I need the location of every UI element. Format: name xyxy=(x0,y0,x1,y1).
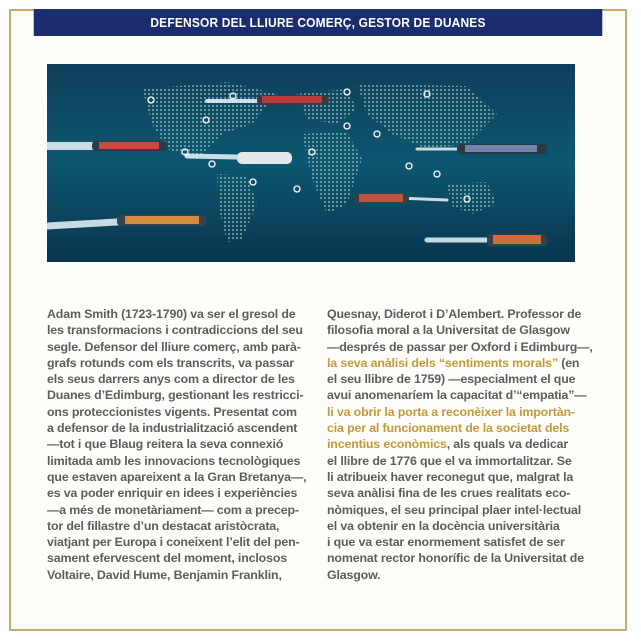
text-line: grafs rotunds com els transcrits, va passar xyxy=(47,355,294,370)
text-line: Quesnay, Diderot i D’Alembert. Professor de xyxy=(327,307,582,321)
text-line: li atribueix haver reconegut que, malgrat la xyxy=(327,469,574,484)
highlight-text: cia per al funcionament de la societat dels xyxy=(327,421,570,436)
text-segment: , als quals va dedicar xyxy=(446,437,569,452)
left-column-text xyxy=(47,306,307,583)
text-line: que estaven apareixent a la Gran Bretanya—, xyxy=(47,469,307,484)
highlight-text: li va obrir la porta a reconèixer la importàn- xyxy=(327,404,575,419)
text-line: sament efervescent del moment, inclosos xyxy=(47,551,287,566)
text-line: limitada amb les innovacions tecnològiques xyxy=(47,453,301,468)
text-line xyxy=(327,436,589,452)
text-line: seva anàlisi fina de les crues realitats eco- xyxy=(327,486,571,501)
text-line: Voltaire, David Hume, Benjamin Franklin, xyxy=(47,567,282,582)
text-line: Duanes d’Edimburg, gestionant les restricci- xyxy=(47,388,304,403)
text-line: Adam Smith (1723-1790) va ser el gresol de xyxy=(47,307,296,321)
text-line: —a més de monetàriament— com a precep- xyxy=(47,502,299,517)
text-line: les transformacions i contradiccions del seu xyxy=(47,323,303,338)
text-line: els seus darrers anys com a director de les xyxy=(47,372,295,387)
text-line: viatjant per Europa i coneixent l’elit del pen- xyxy=(47,535,300,550)
highlight-text: incentius econòmics xyxy=(327,437,447,452)
text-line xyxy=(327,355,589,371)
right-column-text xyxy=(327,306,593,583)
text-line: el va obtenir en la docència universitària xyxy=(327,518,560,533)
text-line: ons proteccionistes vigents. Presentat com xyxy=(47,404,297,419)
section-title: DEFENSOR DEL LLIURE COMERÇ, GESTOR DE DUANES xyxy=(150,15,486,30)
text-line: nomenat rector honorífic de la Universitat de xyxy=(327,551,584,566)
section-header xyxy=(34,9,603,36)
highlight-text: la seva anàlisi dels “sentiments morals” xyxy=(327,355,558,370)
world-map-ships-photo xyxy=(47,64,575,262)
text-line: —tot i que Blaug reitera la seva connexió xyxy=(47,437,284,452)
text-segment: (en xyxy=(557,355,580,370)
text-line: el llibre de 1776 que el va immortalitzar. Se xyxy=(327,453,572,468)
text-line: filosofia moral a la Universitat de Glasgow xyxy=(327,323,570,338)
text-line: el seu llibre de 1759) —especialment el que xyxy=(327,372,576,387)
text-line: a defensor de la industrialització ascendent xyxy=(47,421,298,436)
text-line: tor del fillastre d’un destacat aristòcrata, xyxy=(47,518,280,533)
text-line: es va poder enriquir en idees i experiències xyxy=(47,486,298,501)
text-line: nòmiques, el seu principal plaer intel·lectual xyxy=(327,502,582,517)
text-line: segle. Defensor del lliure comerç, amb parà- xyxy=(47,339,301,354)
text-line: —després de passar per Oxford i Edimburg—, xyxy=(327,339,593,354)
text-line: i que va estar enormement satisfet de ser xyxy=(327,535,565,550)
text-line: avui anomenaríem la capacitat d’“empatia”— xyxy=(327,388,587,403)
text-line: Glasgow. xyxy=(327,567,381,582)
